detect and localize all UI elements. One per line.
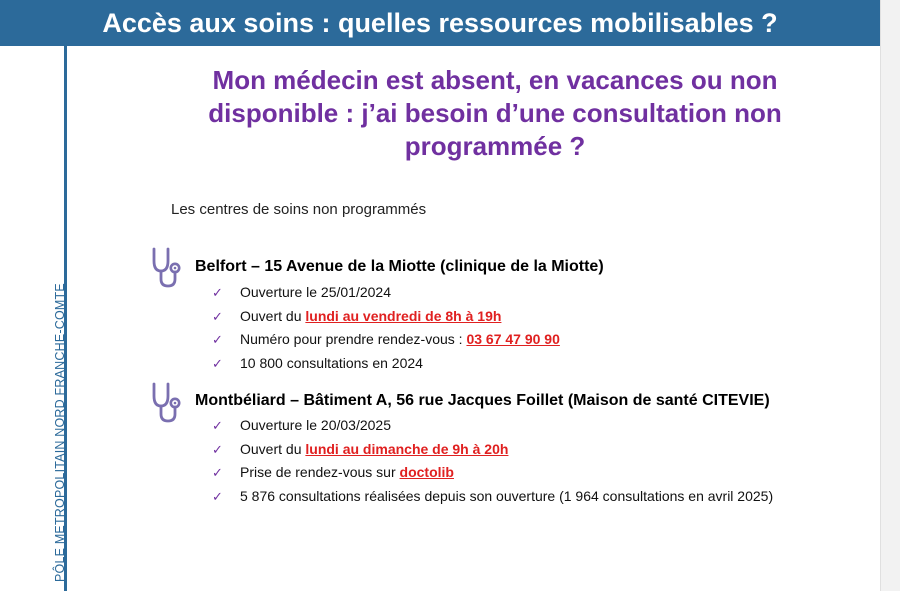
doctolib-link[interactable]: doctolib: [399, 464, 454, 480]
item-text: Ouvert du: [240, 440, 306, 457]
checkmark-icon: ✓: [212, 441, 223, 457]
phone-number-link[interactable]: 03 67 47 90 90: [466, 331, 560, 347]
item-text: Ouverture le 25/01/2024: [240, 284, 391, 300]
stethoscope-icon: [149, 381, 183, 425]
center-title-belfort: Belfort – 15 Avenue de la Miotte (clinique de la Miotte): [195, 258, 604, 275]
title-banner: [0, 0, 880, 46]
banner-title: Accès aux soins : quelles ressources mobilisables ?: [102, 8, 778, 38]
checkmark-icon: ✓: [212, 308, 223, 324]
checkmark-icon: ✓: [212, 418, 223, 433]
opening-hours-highlight: lundi au dimanche de 9h à 20h: [305, 440, 509, 457]
checkmark-icon: ✓: [212, 285, 223, 300]
stethoscope-icon: [149, 246, 183, 290]
item-text: 5 876 consultations réalisées depuis son ouverture (1 964 consultations en avril 2025): [240, 487, 774, 504]
item-text: Prise de rendez-vous sur: [240, 464, 400, 480]
side-label: PÔLE METROPOLITAIN NORD FRANCHE-COMTE: [53, 283, 67, 582]
item-text: Numéro pour prendre rendez-vous :: [240, 331, 467, 347]
page-margin: [880, 0, 900, 591]
page-heading: Mon médecin est absent, en vacances ou non disponible : j’ai besoin d’une consultation non programmée ?: [208, 65, 782, 161]
checkmark-icon: ✓: [212, 332, 223, 347]
checkmark-icon: ✓: [212, 355, 223, 371]
item-text: 10 800 consultations en 2024: [240, 354, 423, 371]
item-text: Ouverture le 20/03/2025: [240, 417, 391, 433]
opening-hours-highlight: lundi au vendredi de 8h à 19h: [305, 307, 502, 324]
checkmark-icon: ✓: [212, 465, 223, 480]
item-text: Ouvert du: [240, 307, 306, 324]
center-title-montbeliard: Montbéliard – Bâtiment A, 56 rue Jacques Foillet (Maison de santé CITEVIE): [195, 392, 770, 409]
intro-text: Les centres de soins non programmés: [171, 201, 427, 218]
checkmark-icon: ✓: [212, 488, 223, 504]
